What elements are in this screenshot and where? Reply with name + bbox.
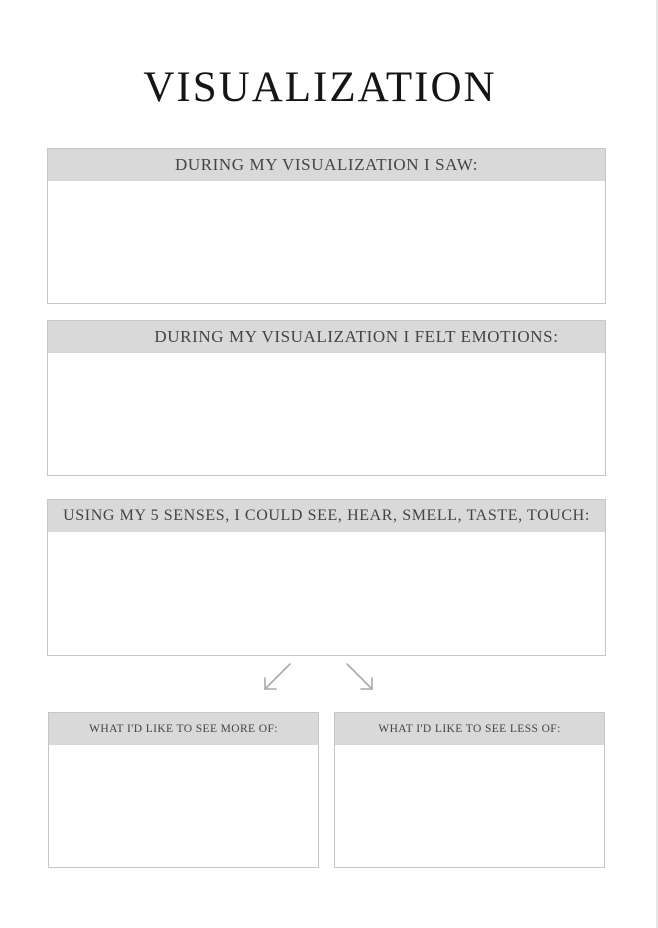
senses-section-header: USING MY 5 SENSES, I COULD SEE, HEAR, SMELL, TASTE, TOUCH: (48, 500, 605, 532)
less-of-section-writing-area[interactable] (335, 745, 604, 867)
emotions-section-header: DURING MY VISUALIZATION I FELT EMOTIONS: (48, 321, 605, 353)
more-of-section-writing-area[interactable] (49, 745, 318, 867)
arrow-down-left-icon (258, 660, 294, 696)
saw-section-header: DURING MY VISUALIZATION I SAW: (48, 149, 605, 181)
less-of-section (334, 712, 605, 868)
emotions-section (47, 320, 606, 476)
more-of-section-header: WHAT I'D LIKE TO SEE MORE OF: (49, 713, 318, 745)
emotions-section-writing-area[interactable] (48, 353, 605, 475)
saw-section-writing-area[interactable] (48, 181, 605, 303)
less-of-section-header: WHAT I'D LIKE TO SEE LESS OF: (335, 713, 604, 745)
page-title: VISUALIZATION (143, 64, 497, 111)
senses-section (47, 499, 606, 656)
more-of-section (48, 712, 319, 868)
senses-section-writing-area[interactable] (48, 532, 605, 655)
saw-section (47, 148, 606, 304)
arrow-down-right-icon (341, 660, 377, 696)
